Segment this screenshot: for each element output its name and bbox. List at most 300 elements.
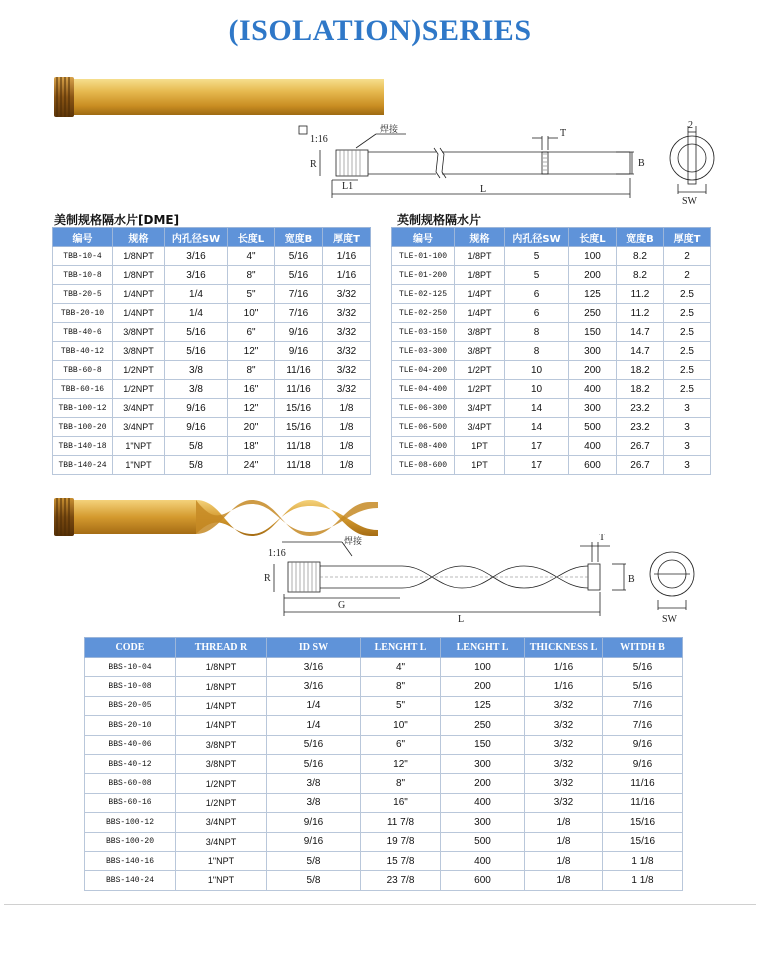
dim-b: B bbox=[638, 158, 645, 169]
table-cell: 1/8 bbox=[525, 832, 603, 851]
table-row bbox=[53, 399, 371, 418]
table-cell: 8 bbox=[505, 323, 569, 342]
table-cell: 2.5 bbox=[664, 304, 711, 323]
table-cell: 5/8 bbox=[267, 851, 361, 870]
cell-code: TBB-60-8 bbox=[53, 361, 113, 380]
dim-2: 2 bbox=[688, 120, 693, 131]
table-cell: 200 bbox=[569, 266, 617, 285]
table-cell: 1/4NPT bbox=[113, 285, 165, 304]
table-row bbox=[85, 871, 683, 890]
table-cell: 3/32 bbox=[323, 342, 371, 361]
table-row bbox=[53, 437, 371, 456]
table-cell: 3 bbox=[664, 399, 711, 418]
table-row bbox=[53, 323, 371, 342]
table-cell: 5/16 bbox=[275, 247, 323, 266]
table-cell: 9/16 bbox=[165, 418, 228, 437]
table-cell: 1/8 bbox=[323, 437, 371, 456]
table-cell: 1PT bbox=[455, 437, 505, 456]
table-cell: 4" bbox=[228, 247, 275, 266]
cell-code: TBB-40-12 bbox=[53, 342, 113, 361]
table-cell: 9/16 bbox=[603, 735, 683, 754]
cell-code: BBS-100-12 bbox=[85, 813, 176, 832]
table-cell: 1/4 bbox=[165, 285, 228, 304]
table-row bbox=[392, 380, 711, 399]
table-cell: 18" bbox=[228, 437, 275, 456]
table-row bbox=[392, 418, 711, 437]
table-cell: 1/16 bbox=[323, 266, 371, 285]
table-cell: 11/16 bbox=[275, 380, 323, 399]
cell-code: TBB-40-6 bbox=[53, 323, 113, 342]
table-cell: 250 bbox=[441, 716, 525, 735]
table-cell: 3/32 bbox=[525, 754, 603, 773]
cell-code: BBS-40-12 bbox=[85, 754, 176, 773]
table-cell: 18.2 bbox=[617, 361, 664, 380]
table-row bbox=[53, 247, 371, 266]
table-cell: 5/8 bbox=[165, 456, 228, 475]
table-cell: 3/8NPT bbox=[176, 735, 267, 754]
table-cell: 9/16 bbox=[267, 813, 361, 832]
cell-code: TLE-06-300 bbox=[392, 399, 455, 418]
table-cell: 11.2 bbox=[617, 285, 664, 304]
table-cell: 1 1/8 bbox=[603, 851, 683, 870]
table-cell: 2.5 bbox=[664, 323, 711, 342]
dim-g: G bbox=[338, 600, 346, 611]
table-cell: 26.7 bbox=[617, 437, 664, 456]
drawing-ratio: 1:16 bbox=[268, 548, 286, 559]
table-cell: 11 7/8 bbox=[361, 813, 441, 832]
table-cell: 1/4NPT bbox=[176, 716, 267, 735]
cell-code: BBS-140-16 bbox=[85, 851, 176, 870]
table-cell: 1/2PT bbox=[455, 380, 505, 399]
table-cell: 400 bbox=[441, 793, 525, 812]
drawing-ratio: 1:16 bbox=[310, 134, 328, 145]
table-tle-title: 英制规格隔水片 bbox=[397, 213, 482, 227]
twisted-baffle-drawing bbox=[262, 534, 724, 624]
cell-code: BBS-10-04 bbox=[85, 658, 176, 677]
table-cell: 3/32 bbox=[323, 304, 371, 323]
table-cell: 15/16 bbox=[603, 813, 683, 832]
table-cell: 200 bbox=[441, 677, 525, 696]
table-cell: 600 bbox=[441, 871, 525, 890]
table-cell: 12" bbox=[228, 342, 275, 361]
table-dme-title: 美制规格隔水片[DME] bbox=[54, 213, 180, 227]
dim-l: L bbox=[458, 614, 465, 624]
column-header: 规格 bbox=[455, 228, 505, 247]
table-cell: 2 bbox=[664, 247, 711, 266]
table-row bbox=[85, 716, 683, 735]
table-row bbox=[392, 437, 711, 456]
table-header-row bbox=[85, 638, 683, 658]
cell-code: TLE-03-150 bbox=[392, 323, 455, 342]
table-cell: 400 bbox=[569, 380, 617, 399]
table-cell: 1"NPT bbox=[176, 851, 267, 870]
table-cell: 1/16 bbox=[525, 677, 603, 696]
table-cell: 125 bbox=[569, 285, 617, 304]
table-cell: 100 bbox=[441, 658, 525, 677]
table-cell: 3 bbox=[664, 418, 711, 437]
table-row bbox=[392, 304, 711, 323]
table-cell: 15/16 bbox=[603, 832, 683, 851]
table-cell: 1/8NPT bbox=[113, 266, 165, 285]
table-cell: 3/8 bbox=[165, 380, 228, 399]
table-cell: 5/16 bbox=[603, 677, 683, 696]
table-cell: 17 bbox=[505, 437, 569, 456]
table-cell: 100 bbox=[569, 247, 617, 266]
page-title: (ISOLATION)SERIES bbox=[228, 14, 532, 47]
column-header: 编号 bbox=[392, 228, 455, 247]
table-row bbox=[53, 342, 371, 361]
table-cell: 400 bbox=[441, 851, 525, 870]
table-cell: 3/16 bbox=[267, 677, 361, 696]
table-cell: 200 bbox=[441, 774, 525, 793]
table-cell: 3/16 bbox=[165, 247, 228, 266]
footer-divider bbox=[4, 904, 756, 905]
table-row bbox=[53, 285, 371, 304]
table-cell: 1/8 bbox=[525, 871, 603, 890]
table-cell: 1/4PT bbox=[455, 304, 505, 323]
table-cell: 5 bbox=[505, 247, 569, 266]
table-cell: 125 bbox=[441, 696, 525, 715]
table-cell: 1/4PT bbox=[455, 285, 505, 304]
table-cell: 9/16 bbox=[267, 832, 361, 851]
column-header: 长度L bbox=[228, 228, 275, 247]
cell-code: BBS-20-05 bbox=[85, 696, 176, 715]
table-cell: 7/16 bbox=[275, 285, 323, 304]
table-row bbox=[85, 754, 683, 773]
cell-code: TBB-20-10 bbox=[53, 304, 113, 323]
table-cell: 3/4NPT bbox=[176, 813, 267, 832]
table-row bbox=[85, 677, 683, 696]
table-row bbox=[53, 266, 371, 285]
cell-code: TLE-02-125 bbox=[392, 285, 455, 304]
table-cell: 23 7/8 bbox=[361, 871, 441, 890]
table-row bbox=[53, 361, 371, 380]
table-row bbox=[85, 851, 683, 870]
table-cell: 1 1/8 bbox=[603, 871, 683, 890]
table-row bbox=[85, 696, 683, 715]
table-cell: 1"NPT bbox=[113, 456, 165, 475]
table-cell: 15/16 bbox=[275, 399, 323, 418]
cell-code: TLE-08-400 bbox=[392, 437, 455, 456]
table-cell: 14 bbox=[505, 399, 569, 418]
table-row bbox=[392, 285, 711, 304]
column-header: WITDH B bbox=[603, 638, 683, 658]
column-header: LENGHT L bbox=[441, 638, 525, 658]
table-cell: 12" bbox=[228, 399, 275, 418]
table-row bbox=[85, 832, 683, 851]
weld-label: 焊接 bbox=[344, 537, 363, 547]
cell-code: BBS-10-08 bbox=[85, 677, 176, 696]
table-cell: 1/8PT bbox=[455, 247, 505, 266]
cell-code: TLE-08-600 bbox=[392, 456, 455, 475]
cell-code: BBS-100-20 bbox=[85, 832, 176, 851]
table-cell: 5/16 bbox=[267, 735, 361, 754]
table-cell: 5/16 bbox=[267, 754, 361, 773]
table-cell: 1/8PT bbox=[455, 266, 505, 285]
table-cell: 3/8NPT bbox=[113, 323, 165, 342]
table-cell: 3/32 bbox=[323, 361, 371, 380]
table-cell: 3/32 bbox=[323, 323, 371, 342]
cell-code: BBS-20-10 bbox=[85, 716, 176, 735]
table-cell: 18.2 bbox=[617, 380, 664, 399]
table-cell: 16" bbox=[361, 793, 441, 812]
table-cell: 5/16 bbox=[165, 323, 228, 342]
table-row bbox=[392, 323, 711, 342]
table-cell: 19 7/8 bbox=[361, 832, 441, 851]
table-cell: 1/4 bbox=[267, 716, 361, 735]
cell-code: TLE-01-200 bbox=[392, 266, 455, 285]
table-cell: 15 7/8 bbox=[361, 851, 441, 870]
table-row bbox=[392, 399, 711, 418]
column-header: THREAD R bbox=[176, 638, 267, 658]
table-cell: 600 bbox=[569, 456, 617, 475]
column-header: 厚度T bbox=[323, 228, 371, 247]
column-header: 宽度B bbox=[275, 228, 323, 247]
straight-baffle-drawing bbox=[296, 120, 716, 212]
cell-code: TLE-04-200 bbox=[392, 361, 455, 380]
table-cell: 3/32 bbox=[323, 380, 371, 399]
dim-sw: SW bbox=[662, 614, 677, 624]
table-cell: 12" bbox=[361, 754, 441, 773]
table-cell: 2.5 bbox=[664, 285, 711, 304]
cell-code: TLE-04-400 bbox=[392, 380, 455, 399]
table-cell: 6 bbox=[505, 285, 569, 304]
table-cell: 14 bbox=[505, 418, 569, 437]
table-cell: 1/2PT bbox=[455, 361, 505, 380]
cell-code: BBS-140-24 bbox=[85, 871, 176, 890]
table-cell: 150 bbox=[569, 323, 617, 342]
table-cell: 7/16 bbox=[603, 696, 683, 715]
table-bbs bbox=[84, 637, 683, 891]
dim-r: R bbox=[264, 573, 271, 584]
table-cell: 1/4NPT bbox=[113, 304, 165, 323]
table-cell: 3/32 bbox=[525, 716, 603, 735]
dim-r: R bbox=[310, 159, 317, 170]
table-row bbox=[392, 361, 711, 380]
table-cell: 400 bbox=[569, 437, 617, 456]
weld-label: 焊接 bbox=[380, 125, 399, 135]
table-cell: 1/2NPT bbox=[176, 793, 267, 812]
table-cell: 20" bbox=[228, 418, 275, 437]
table-row bbox=[53, 418, 371, 437]
table-cell: 1/2NPT bbox=[113, 380, 165, 399]
table-cell: 26.7 bbox=[617, 456, 664, 475]
table-cell: 1/16 bbox=[323, 247, 371, 266]
table-cell: 9/16 bbox=[603, 754, 683, 773]
dim-l: L bbox=[480, 184, 487, 195]
table-cell: 11.2 bbox=[617, 304, 664, 323]
table-cell: 3/8 bbox=[267, 774, 361, 793]
table-row bbox=[85, 735, 683, 754]
table-cell: 2.5 bbox=[664, 342, 711, 361]
table-cell: 300 bbox=[569, 399, 617, 418]
table-cell: 300 bbox=[441, 813, 525, 832]
cell-code: TBB-140-18 bbox=[53, 437, 113, 456]
table-cell: 1"NPT bbox=[113, 437, 165, 456]
table-cell: 9/16 bbox=[275, 342, 323, 361]
cell-code: TLE-02-250 bbox=[392, 304, 455, 323]
table-cell: 3 bbox=[664, 437, 711, 456]
table-cell: 3/4NPT bbox=[113, 399, 165, 418]
table-cell: 500 bbox=[569, 418, 617, 437]
table-cell: 1/4 bbox=[165, 304, 228, 323]
cell-code: TBB-100-12 bbox=[53, 399, 113, 418]
table-cell: 8.2 bbox=[617, 266, 664, 285]
table-cell: 5" bbox=[228, 285, 275, 304]
cell-code: TBB-60-16 bbox=[53, 380, 113, 399]
table-cell: 1/8NPT bbox=[176, 658, 267, 677]
cell-code: TBB-100-20 bbox=[53, 418, 113, 437]
column-header: 编号 bbox=[53, 228, 113, 247]
table-dme bbox=[52, 227, 371, 475]
table-cell: 6" bbox=[361, 735, 441, 754]
table-cell: 8 bbox=[505, 342, 569, 361]
cell-code: TLE-03-300 bbox=[392, 342, 455, 361]
table-cell: 5 bbox=[505, 266, 569, 285]
table-cell: 24" bbox=[228, 456, 275, 475]
table-cell: 1/4NPT bbox=[176, 696, 267, 715]
table-cell: 14.7 bbox=[617, 323, 664, 342]
table-cell: 1/8NPT bbox=[113, 247, 165, 266]
table-cell: 1/2NPT bbox=[176, 774, 267, 793]
table-cell: 1/8 bbox=[323, 418, 371, 437]
table-cell: 150 bbox=[441, 735, 525, 754]
dim-t: T bbox=[599, 534, 606, 543]
table-row bbox=[85, 658, 683, 677]
table-cell: 23.2 bbox=[617, 418, 664, 437]
column-header: CODE bbox=[85, 638, 176, 658]
cell-code: TBB-10-4 bbox=[53, 247, 113, 266]
cell-code: TLE-06-500 bbox=[392, 418, 455, 437]
table-cell: 14.7 bbox=[617, 342, 664, 361]
table-cell: 3 bbox=[664, 456, 711, 475]
table-cell: 7/16 bbox=[275, 304, 323, 323]
table-row bbox=[392, 456, 711, 475]
table-row bbox=[392, 266, 711, 285]
table-row bbox=[53, 380, 371, 399]
table-cell: 3/4NPT bbox=[176, 832, 267, 851]
table-cell: 3/32 bbox=[525, 735, 603, 754]
table-cell: 8.2 bbox=[617, 247, 664, 266]
table-cell: 3/4PT bbox=[455, 418, 505, 437]
table-cell: 3/8NPT bbox=[113, 342, 165, 361]
straight-baffle-image bbox=[52, 76, 386, 118]
cell-code: TBB-140-24 bbox=[53, 456, 113, 475]
table-cell: 23.2 bbox=[617, 399, 664, 418]
table-cell: 250 bbox=[569, 304, 617, 323]
table-cell: 3/32 bbox=[323, 285, 371, 304]
table-cell: 10 bbox=[505, 380, 569, 399]
table-row bbox=[392, 247, 711, 266]
table-cell: 300 bbox=[441, 754, 525, 773]
table-cell: 500 bbox=[441, 832, 525, 851]
table-row bbox=[53, 304, 371, 323]
column-header: 内孔径SW bbox=[165, 228, 228, 247]
table-row bbox=[85, 813, 683, 832]
table-cell: 1/8 bbox=[323, 399, 371, 418]
table-row bbox=[392, 342, 711, 361]
cell-code: TLE-01-100 bbox=[392, 247, 455, 266]
table-row bbox=[85, 774, 683, 793]
table-cell: 8" bbox=[361, 774, 441, 793]
cell-code: BBS-60-08 bbox=[85, 774, 176, 793]
column-header: 内孔径SW bbox=[505, 228, 569, 247]
column-header: THICKNESS L bbox=[525, 638, 603, 658]
table-cell: 300 bbox=[569, 342, 617, 361]
table-cell: 3/8NPT bbox=[176, 754, 267, 773]
table-cell: 3/16 bbox=[165, 266, 228, 285]
table-cell: 6" bbox=[228, 323, 275, 342]
table-cell: 17 bbox=[505, 456, 569, 475]
table-cell: 9/16 bbox=[275, 323, 323, 342]
table-header-row bbox=[392, 228, 711, 247]
table-cell: 5/16 bbox=[165, 342, 228, 361]
table-cell: 5/16 bbox=[275, 266, 323, 285]
table-cell: 8" bbox=[228, 361, 275, 380]
cell-code: BBS-40-06 bbox=[85, 735, 176, 754]
table-cell: 11/18 bbox=[275, 456, 323, 475]
table-cell: 5/8 bbox=[267, 871, 361, 890]
table-cell: 3/32 bbox=[525, 774, 603, 793]
table-cell: 3/16 bbox=[267, 658, 361, 677]
table-cell: 3/8 bbox=[267, 793, 361, 812]
table-cell: 1/8NPT bbox=[176, 677, 267, 696]
table-cell: 10 bbox=[505, 361, 569, 380]
table-cell: 1/2NPT bbox=[113, 361, 165, 380]
cell-code: TBB-10-8 bbox=[53, 266, 113, 285]
dim-t: T bbox=[560, 128, 567, 139]
table-cell: 9/16 bbox=[165, 399, 228, 418]
column-header: LENGHT L bbox=[361, 638, 441, 658]
table-cell: 2 bbox=[664, 266, 711, 285]
table-cell: 8" bbox=[361, 677, 441, 696]
table-cell: 4" bbox=[361, 658, 441, 677]
table-cell: 2.5 bbox=[664, 380, 711, 399]
table-header-row bbox=[53, 228, 371, 247]
table-cell: 15/16 bbox=[275, 418, 323, 437]
table-cell: 3/8PT bbox=[455, 342, 505, 361]
table-cell: 11/16 bbox=[603, 774, 683, 793]
table-cell: 5" bbox=[361, 696, 441, 715]
table-cell: 1/8 bbox=[323, 456, 371, 475]
column-header: ID SW bbox=[267, 638, 361, 658]
table-cell: 3/8PT bbox=[455, 323, 505, 342]
table-cell: 6 bbox=[505, 304, 569, 323]
table-cell: 10" bbox=[361, 716, 441, 735]
table-cell: 2.5 bbox=[664, 361, 711, 380]
table-cell: 10" bbox=[228, 304, 275, 323]
table-cell: 5/16 bbox=[603, 658, 683, 677]
table-cell: 11/18 bbox=[275, 437, 323, 456]
column-header: 长度L bbox=[569, 228, 617, 247]
table-cell: 3/32 bbox=[525, 793, 603, 812]
table-row bbox=[53, 456, 371, 475]
table-row bbox=[85, 793, 683, 812]
table-tle bbox=[391, 227, 711, 475]
table-cell: 3/32 bbox=[525, 696, 603, 715]
table-cell: 16" bbox=[228, 380, 275, 399]
column-header: 规格 bbox=[113, 228, 165, 247]
cell-code: BBS-60-16 bbox=[85, 793, 176, 812]
dim-l1: L1 bbox=[342, 181, 354, 192]
table-cell: 1/16 bbox=[525, 658, 603, 677]
table-cell: 1PT bbox=[455, 456, 505, 475]
table-cell: 7/16 bbox=[603, 716, 683, 735]
table-cell: 1"NPT bbox=[176, 871, 267, 890]
table-cell: 5/8 bbox=[165, 437, 228, 456]
dim-sw: SW bbox=[682, 196, 697, 207]
table-cell: 1/4 bbox=[267, 696, 361, 715]
